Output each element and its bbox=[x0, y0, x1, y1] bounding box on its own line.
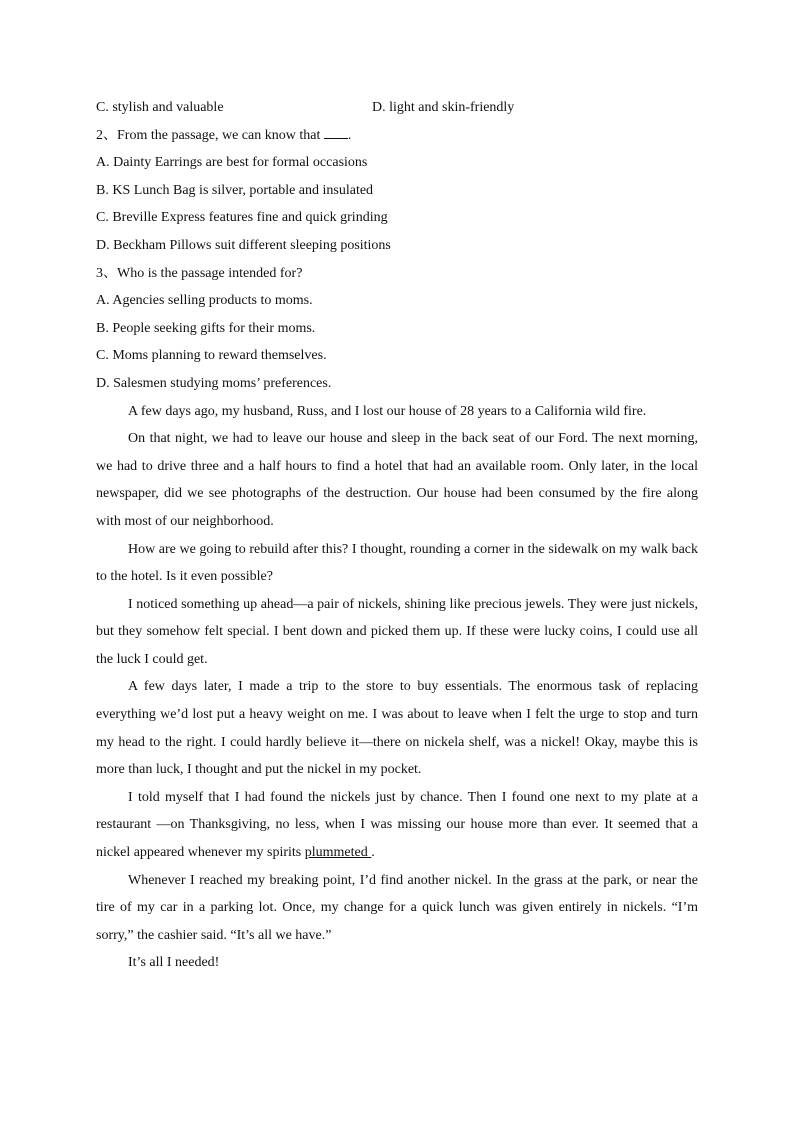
passage-paragraph-4: I noticed something up ahead—a pair of nickels, shining like precious jewels. They were just nickels, but they somehow felt special. I bent down and picked them up. If these were lucky coins, I could use all the luck I could get. bbox=[96, 596, 698, 667]
document-page bbox=[96, 94, 698, 977]
passage-paragraph-3: How are we going to rebuild after this? I thought, rounding a corner in the sidewalk on my walk back to the hotel. Is it even possible? bbox=[96, 541, 698, 585]
question-1-options-c-d bbox=[96, 94, 698, 122]
passage-paragraph-6 bbox=[96, 784, 698, 867]
q3-option-a: A. Agencies selling products to moms. bbox=[96, 293, 313, 309]
answer-blank bbox=[324, 124, 348, 139]
q2-stem-text: 2、From the passage, we can know that bbox=[96, 127, 324, 143]
underlined-word: plummeted bbox=[304, 845, 372, 861]
passage-paragraph-5: A few days later, I made a trip to the store to buy essentials. The enormous task of replacing everything we’d lost put a heavy weight on me. I was about to leave when I felt the urge to stop and turn my head to the right. I could hardly believe it—there on nickela shelf, was a nickel! Okay, maybe this is more than luck, I thought and put the nickel in my pocket. bbox=[96, 679, 698, 778]
question-2-stem bbox=[96, 122, 698, 150]
q3-option-d: D. Salesmen studying moms’ preferences. bbox=[96, 375, 332, 391]
p6-text: I told myself that I had found the nickels just by chance. Then I found one next to my plate at a restaurant —on Thanksgiving, no less, when I was missing our house more than ever. It seemed that a nickel appeared whenever my spirits bbox=[96, 789, 698, 861]
q1-option-d: D. light and skin-friendly bbox=[372, 100, 515, 115]
passage-paragraph-8: It’s all I needed! bbox=[128, 955, 220, 971]
p6-end: . bbox=[371, 845, 375, 861]
q1-option-c: C. stylish and valuable bbox=[96, 100, 224, 115]
question-3-stem: 3、Who is the passage intended for? bbox=[96, 265, 303, 281]
q2-option-d: D. Beckham Pillows suit different sleeping positions bbox=[96, 237, 391, 253]
passage-paragraph-1: A few days ago, my husband, Russ, and I lost our house of 28 years to a California wild fire. bbox=[128, 403, 647, 419]
q3-option-b: B. People seeking gifts for their moms. bbox=[96, 320, 316, 336]
q2-option-a: A. Dainty Earrings are best for formal occasions bbox=[96, 155, 368, 171]
passage-paragraph-2: On that night, we had to leave our house and sleep in the back seat of our Ford. The next morning, we had to drive three and a half hours to find a hotel that had an available room. Only later, in the local newspaper, did we see photographs of the destruction. Our house had been consumed by the fire along with most of our neighborhood. bbox=[96, 431, 698, 529]
q2-option-c: C. Breville Express features fine and quick grinding bbox=[96, 210, 388, 226]
q3-option-c: C. Moms planning to reward themselves. bbox=[96, 348, 327, 364]
passage-paragraph-7: Whenever I reached my breaking point, I’d find another nickel. In the grass at the park, or near the tire of my car in a parking lot. Once, my change for a quick lunch was given entirely in nickels. “I’m sorry,” the cashier said. “It’s all we have.” bbox=[96, 872, 698, 943]
q2-stem-end: . bbox=[347, 127, 352, 143]
q2-option-b: B. KS Lunch Bag is silver, portable and insulated bbox=[96, 182, 374, 198]
